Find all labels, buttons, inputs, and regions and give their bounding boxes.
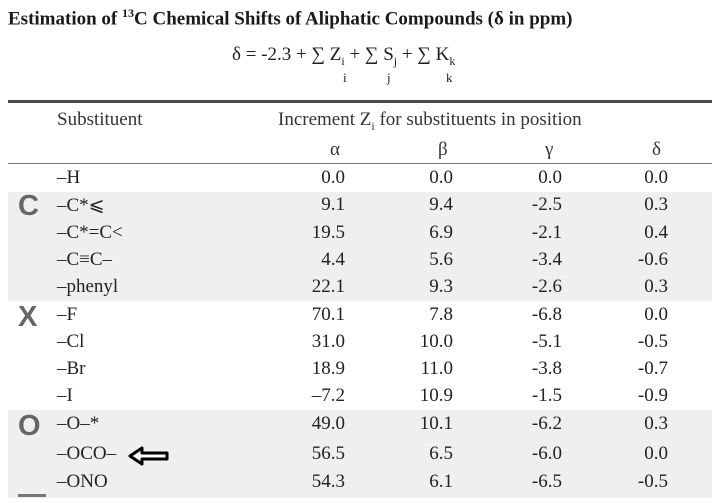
substituent-name: –O–*	[57, 413, 100, 434]
substituent-name: –F	[57, 304, 78, 325]
increment-header: Increment $Z_i$ for substituents in position	[278, 109, 582, 133]
gamma-value: -6.8	[531, 304, 562, 325]
alpha-value: 70.1	[311, 304, 345, 325]
table-row	[0, 274, 713, 301]
delta-value: 0.0	[644, 304, 668, 325]
substituent-name: –I	[57, 385, 73, 406]
alpha-value: 49.0	[311, 413, 345, 434]
gamma-value: -3.8	[531, 358, 562, 379]
table-row	[0, 192, 713, 219]
table-row	[0, 469, 713, 496]
table-row	[0, 356, 713, 383]
gamma-value: -2.5	[531, 194, 562, 215]
substituent-name: –ONO	[57, 471, 108, 492]
alpha-value: 56.5	[311, 443, 345, 464]
group-letter-o: O	[18, 410, 41, 442]
formula-index-i: i	[343, 70, 347, 85]
beta-value: 9.4	[429, 194, 453, 215]
gamma-value: -2.1	[531, 222, 562, 243]
col-header-alpha: α	[330, 139, 340, 160]
delta-value: -0.5	[637, 471, 668, 492]
table-row	[0, 165, 713, 192]
substituent-name: –OCO–	[57, 443, 117, 464]
substituent-name: –C*=C<	[57, 222, 123, 243]
top-rule	[8, 100, 712, 103]
alpha-value: 31.0	[311, 331, 345, 352]
beta-value: 10.1	[419, 413, 453, 434]
formula-index-k: k	[446, 70, 453, 85]
gamma-value: -5.1	[531, 331, 562, 352]
group-letter-x: X	[18, 301, 38, 333]
beta-value: 7.8	[429, 304, 453, 325]
delta-value: -0.7	[637, 358, 668, 379]
delta-value: 0.0	[644, 443, 668, 464]
header-rule	[8, 163, 712, 164]
beta-value: 10.9	[419, 385, 453, 406]
table-row	[0, 220, 713, 247]
table-title: Estimation of $^{13}$C Chemical Shifts of Aliphatic Compounds (δ in ppm)	[8, 6, 573, 30]
alpha-value: 22.1	[311, 276, 345, 297]
gamma-value: -6.5	[531, 471, 562, 492]
col-header-beta: β	[438, 139, 448, 160]
group-letter-c: C	[18, 190, 39, 222]
table-row	[0, 247, 713, 274]
beta-value: 6.9	[429, 222, 453, 243]
table-row	[0, 329, 713, 356]
cropped-letter-fragment	[18, 494, 46, 503]
substituent-header: Substituent	[57, 109, 143, 130]
substituent-name: –Cl	[57, 331, 85, 352]
beta-value: 11.0	[420, 358, 453, 379]
gamma-value: -3.4	[531, 249, 562, 270]
gamma-value: -2.6	[531, 276, 562, 297]
alpha-value: 0.0	[321, 167, 345, 188]
col-header-delta: δ	[652, 139, 661, 160]
beta-value: 9.3	[429, 276, 453, 297]
table-row	[0, 302, 713, 329]
delta-value: -0.9	[637, 385, 668, 406]
substituent-name: –C*⩽	[57, 195, 105, 216]
gamma-value: -1.5	[531, 385, 562, 406]
delta-value: -0.5	[637, 331, 668, 352]
beta-value: 6.1	[429, 471, 453, 492]
gamma-value: -6.0	[531, 443, 562, 464]
beta-value: 5.6	[429, 249, 453, 270]
beta-value: 10.0	[419, 331, 453, 352]
alpha-value: 4.4	[321, 249, 345, 270]
alpha-value: –7.2	[311, 385, 345, 406]
substituent-name: –C≡C–	[57, 249, 113, 270]
substituent-name: –H	[57, 167, 81, 188]
alpha-value: 54.3	[311, 471, 345, 492]
alpha-value: 19.5	[311, 222, 345, 243]
delta-value: 0.3	[644, 413, 668, 434]
table-row	[0, 411, 713, 438]
col-header-gamma: γ	[545, 139, 554, 160]
gamma-value: 0.0	[538, 167, 562, 188]
alpha-value: 18.9	[311, 358, 345, 379]
delta-value: 0.3	[644, 194, 668, 215]
formula: δ = -2.3 + ∑ $Z_i$ + ∑ $S_j$ + ∑ $K_k$ i j k	[232, 44, 456, 85]
gamma-value: -6.2	[531, 413, 562, 434]
delta-value: 0.4	[644, 222, 668, 243]
left-arrow-icon	[128, 445, 170, 467]
alpha-value: 9.1	[321, 194, 345, 215]
formula-index-j: j	[387, 70, 391, 85]
beta-value: 6.5	[429, 443, 453, 464]
delta-value: 0.0	[644, 167, 668, 188]
table-row	[0, 441, 713, 468]
delta-value: 0.3	[644, 276, 668, 297]
substituent-name: –phenyl	[57, 276, 119, 297]
delta-value: -0.6	[637, 249, 668, 270]
beta-value: 0.0	[429, 167, 453, 188]
substituent-name: –Br	[57, 358, 86, 379]
table-row	[0, 383, 713, 410]
